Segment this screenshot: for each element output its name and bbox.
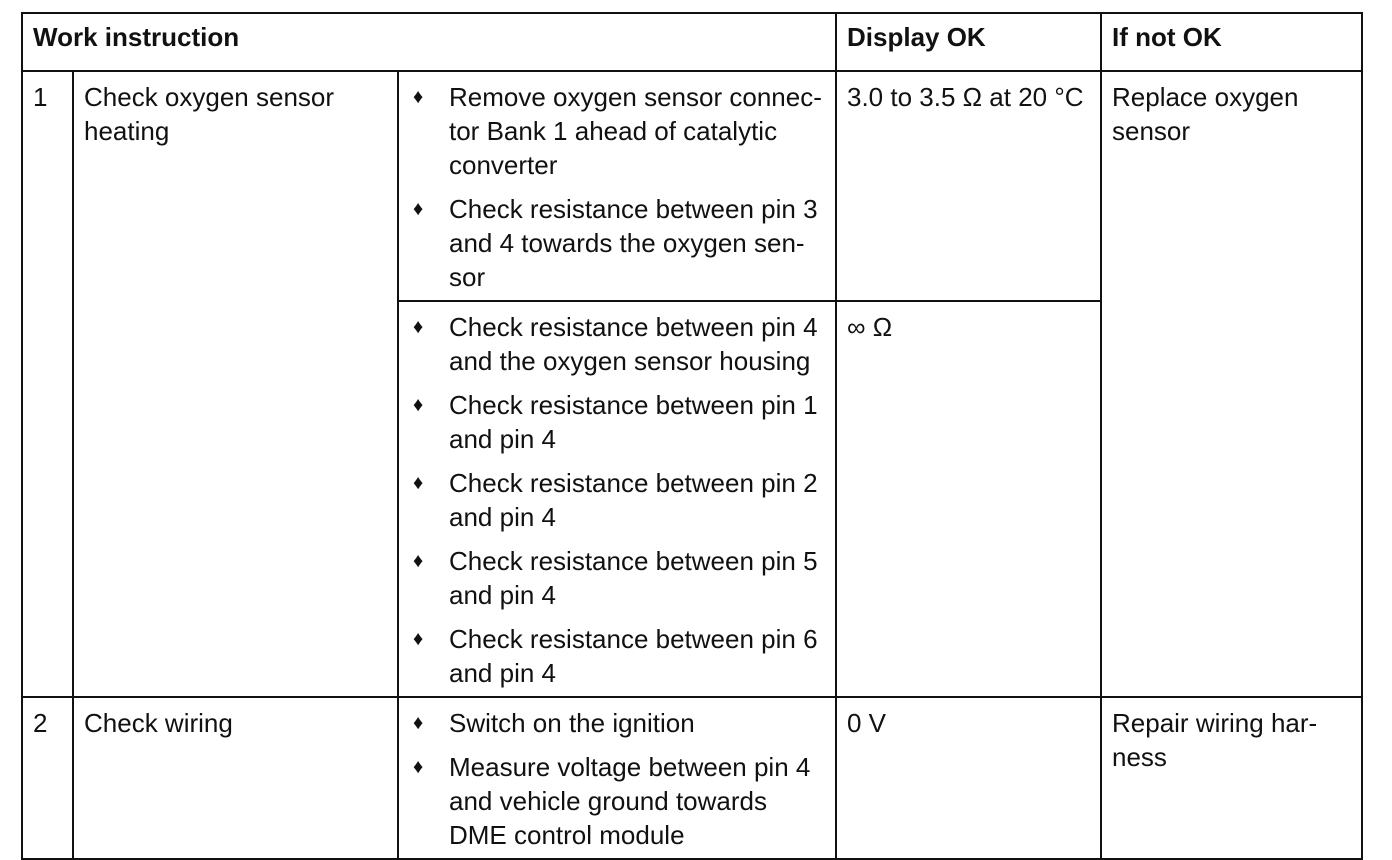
header-if-not-ok: If not OK — [1101, 13, 1362, 71]
step-text: Measure voltage between pin 4 and vehicle ground towards DME control module — [449, 752, 811, 850]
diamond-bullet-icon: ♦ — [413, 86, 424, 108]
list-item — [409, 310, 825, 378]
step-text: Check resistance between pin 5 and pin 4 — [449, 546, 818, 610]
list-item — [409, 388, 825, 456]
header-display-ok: Display OK — [836, 13, 1101, 71]
step-text: Remove oxygen sensor connec-tor Bank 1 ahead of catalytic converter — [449, 82, 822, 180]
list-item — [409, 622, 825, 690]
diamond-bullet-icon: ♦ — [413, 550, 424, 572]
if-not-ok-action: Repair wiring har-ness — [1101, 697, 1362, 859]
list-item — [409, 192, 825, 294]
diamond-bullet-icon: ♦ — [413, 628, 424, 650]
work-instruction-table — [21, 12, 1363, 860]
check-description: Check wiring — [73, 697, 398, 859]
list-item — [409, 750, 825, 852]
table-row — [22, 71, 1362, 301]
step-text: Check resistance between pin 1 and pin 4 — [449, 390, 818, 454]
list-item — [409, 706, 825, 740]
header-work-instruction: Work instruction — [22, 13, 836, 71]
diamond-bullet-icon: ♦ — [413, 394, 424, 416]
display-ok-value: 3.0 to 3.5 Ω at 20 °C — [836, 71, 1101, 301]
steps-cell — [398, 301, 836, 697]
diamond-bullet-icon: ♦ — [413, 756, 424, 778]
diamond-bullet-icon: ♦ — [413, 316, 424, 338]
header-row — [22, 13, 1362, 71]
display-ok-value: ∞ Ω — [836, 301, 1101, 697]
row-number: 2 — [22, 697, 73, 859]
table-row — [22, 697, 1362, 859]
diamond-bullet-icon: ♦ — [413, 712, 424, 734]
list-item — [409, 80, 825, 182]
check-description: Check oxygen sensor heating — [73, 71, 398, 697]
display-ok-value: 0 V — [836, 697, 1101, 859]
diamond-bullet-icon: ♦ — [413, 198, 424, 220]
diamond-bullet-icon: ♦ — [413, 472, 424, 494]
row-number: 1 — [22, 71, 73, 697]
list-item — [409, 544, 825, 612]
step-text: Check resistance between pin 3 and 4 towards the oxygen sen-sor — [449, 194, 818, 292]
if-not-ok-action: Replace oxygen sensor — [1101, 71, 1362, 697]
list-item — [409, 466, 825, 534]
step-text: Check resistance between pin 2 and pin 4 — [449, 468, 818, 532]
step-text: Check resistance between pin 6 and pin 4 — [449, 624, 818, 688]
steps-cell — [398, 697, 836, 859]
step-text: Switch on the ignition — [449, 708, 695, 738]
steps-cell — [398, 71, 836, 301]
step-text: Check resistance between pin 4 and the oxygen sensor housing — [449, 312, 818, 376]
